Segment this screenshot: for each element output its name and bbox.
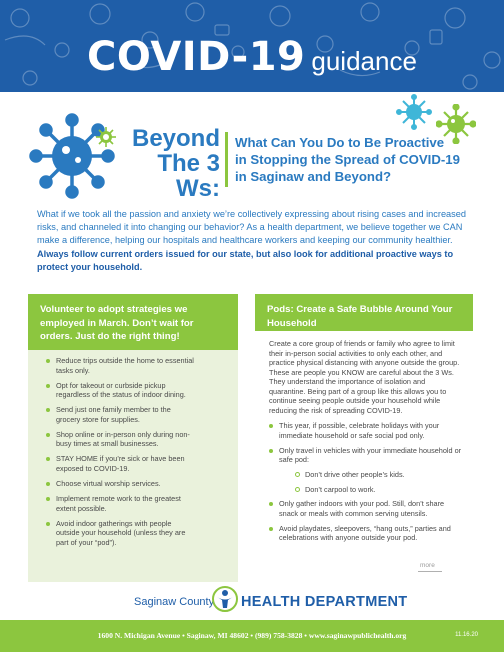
list-item: STAY HOME if you’re sick or have been exposed to COVID-19. <box>46 454 196 473</box>
hero-title <box>124 126 220 201</box>
footer-date: 11.16.20 <box>455 632 478 638</box>
intro-text: What if we took all the passion and anxiety we’re collectively expressing about rising cases and increased risks, and channeled it into changing our behavior? As a health department, we believe together we CAN make a difference, helping our hospitals and healthcare workers and keeping our community healthier. <box>37 209 466 246</box>
banner-title-main: COVID-19 <box>87 34 306 80</box>
intro-paragraph <box>37 208 477 274</box>
sub-list-item: Don’t drive other people’s kids. <box>269 470 463 480</box>
cyan-virus-icon <box>396 94 432 130</box>
list-item: Avoid playdates, sleepovers, “hang outs,” parties and celebrations with anyone outside your pod. <box>269 524 463 543</box>
hero-divider <box>225 132 228 187</box>
hero-title-line2: The 3 Ws: <box>157 150 220 202</box>
list-item: Reduce trips outside the home to essential tasks only. <box>46 356 196 375</box>
hero-subtitle-line1: What Can You Do to Be Proactive <box>235 135 445 150</box>
list-item: Implement remote work to the greatest extent possible. <box>46 494 196 513</box>
intro-bold-text: Always follow current orders issued for our state, but also look for additional proactive ways to protect your household. <box>37 248 454 272</box>
hero-subtitle <box>235 134 495 185</box>
sub-list-item: Don’t carpool to work. <box>269 485 463 495</box>
list-item: Avoid indoor gatherings with people outside your household (unless they are part of your “pod”). <box>46 519 196 548</box>
more-link[interactable]: more <box>420 562 435 569</box>
pods-paragraph: Create a core group of friends or family who agree to limit their in-person social activities to only each other, and practice physical distancing with anyone outside the group. These are people you KNOW are careful about the 3 Ws. They understand the importance of isolation and quarantine. Being part of a group like this allows you to continue seeing people outside your household while reducing the risk of spreading COVID-19. <box>269 339 460 415</box>
header-banner <box>0 0 504 92</box>
list-item: Choose virtual worship services. <box>46 479 196 489</box>
small-green-virus-icon <box>94 125 118 149</box>
more-underline <box>418 571 442 572</box>
banner-title-sub: guidance <box>311 46 417 76</box>
hero-title-line1: Beyond <box>131 125 220 152</box>
right-column-heading: Pods: Create a Safe Bubble Around Your Household <box>255 294 473 331</box>
list-item: Only travel in vehicles with your immediate household or safe pod: <box>269 446 463 465</box>
list-item: Opt for takeout or curbside pickup regardless of the status of indoor dining. <box>46 381 196 400</box>
left-column-heading: Volunteer to adopt strategies we employed in March. Don’t wait for orders. Just do the right thing! <box>28 294 238 350</box>
hero-subtitle-line2: in Stopping the Spread of COVID-19 <box>235 152 460 167</box>
footer-bar <box>0 620 504 652</box>
logo-county-name: Saginaw County <box>134 596 215 608</box>
list-item: This year, if possible, celebrate holidays with your immediate household or safe social pod only. <box>269 421 463 440</box>
logo-department-name: HEALTH DEPARTMENT <box>241 594 408 610</box>
list-item: Shop online or in-person only during non-busy times at small businesses. <box>46 430 196 449</box>
right-column-content <box>255 331 473 581</box>
left-column-list <box>28 350 238 582</box>
hero-subtitle-line3: in Saginaw and Beyond? <box>235 169 392 184</box>
footer-address: 1600 N. Michigan Avenue • Saginaw, MI 48602 • (989) 758-3828 • www.saginawpublichealth.org <box>97 631 407 640</box>
banner-title <box>0 34 504 80</box>
health-department-logo-icon <box>212 586 238 612</box>
list-item: Send just one family member to the grocery store for supplies. <box>46 405 196 424</box>
list-item: Only gather indoors with your pod. Still, don’t share snack or meals with common serving utensils. <box>269 499 463 518</box>
